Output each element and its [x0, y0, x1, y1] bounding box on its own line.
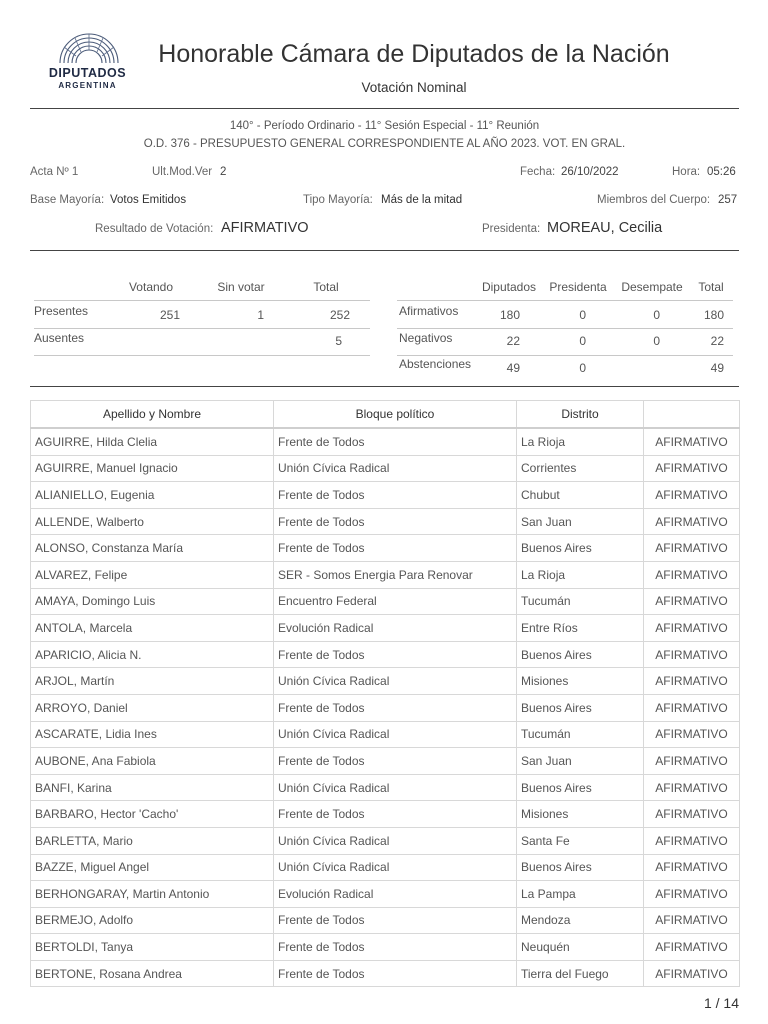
abstenciones-total: 49 — [710, 361, 724, 375]
session-line1: 140° - Período Ordinario - 11° Sesión Especial - 11° Reunión — [229, 120, 540, 132]
table-row — [31, 588, 740, 615]
bloque-politico: Frente de Todos — [274, 801, 517, 828]
bloque-politico: Unión Cívica Radical — [274, 774, 517, 801]
distrito: San Juan — [517, 748, 644, 775]
table-row — [31, 535, 740, 562]
legislator-name: AGUIRRE, Hilda Clelia — [31, 428, 274, 455]
distrito: San Juan — [517, 508, 644, 535]
table-row — [31, 881, 740, 908]
legislator-name: ALONSO, Constanza María — [31, 535, 274, 562]
legislator-name: BERHONGARAY, Martin Antonio — [31, 881, 274, 908]
distrito: La Pampa — [517, 881, 644, 908]
bloque-politico: Frente de Todos — [274, 641, 517, 668]
distrito: Tucumán — [517, 588, 644, 615]
logo-line1: DIPUTADOS — [48, 66, 127, 80]
vote-value: AFIRMATIVO — [644, 561, 740, 588]
vote-value: AFIRMATIVO — [644, 588, 740, 615]
vote-value: AFIRMATIVO — [644, 428, 740, 455]
logo-line2: ARGENTINA — [58, 81, 117, 90]
afirmativos-desempate: 0 — [653, 308, 660, 322]
attendance-header-sin-votar: Sin votar — [217, 280, 265, 294]
base-mayoria-value: Votos Emitidos — [110, 194, 187, 206]
distrito: Buenos Aires — [517, 694, 644, 721]
vote-value: AFIRMATIVO — [644, 668, 740, 695]
afirmativos-label: Afirmativos — [399, 304, 459, 318]
fecha-label: Fecha: — [520, 166, 556, 178]
presentes-total: 252 — [329, 308, 350, 322]
legislator-name: BERTONE, Rosana Andrea — [31, 960, 274, 987]
tipo-mayoria-label: Tipo Mayoría: — [303, 194, 373, 206]
vote-value: AFIRMATIVO — [644, 960, 740, 987]
bloque-politico: Frente de Todos — [274, 482, 517, 509]
page-title: Honorable Cámara de Diputados de la Nación — [158, 40, 670, 68]
table-row — [31, 960, 740, 987]
vote-value: AFIRMATIVO — [644, 694, 740, 721]
legislator-name: APARICIO, Alicia N. — [31, 641, 274, 668]
bloque-politico: Frente de Todos — [274, 428, 517, 455]
vote-value: AFIRMATIVO — [644, 854, 740, 881]
negativos-presidenta: 0 — [579, 334, 586, 348]
attendance-header-total: Total — [313, 280, 339, 294]
distrito: Entre Ríos — [517, 615, 644, 642]
distrito: Tucumán — [517, 721, 644, 748]
table-row — [31, 934, 740, 961]
legislator-name: BAZZE, Miguel Angel — [31, 854, 274, 881]
attendance-header-votando: Votando — [128, 280, 174, 294]
column-header-bloque: Bloque político — [274, 401, 517, 429]
table-row — [31, 907, 740, 934]
ausentes-total: 5 — [335, 334, 342, 348]
bloque-politico: Frente de Todos — [274, 748, 517, 775]
vote-value: AFIRMATIVO — [644, 535, 740, 562]
presidenta-label: Presidenta: — [482, 223, 541, 235]
meta-divider — [30, 250, 739, 251]
bloque-politico: Frente de Todos — [274, 907, 517, 934]
legislator-name: AGUIRRE, Manuel Ignacio — [31, 455, 274, 482]
distrito: Chubut — [517, 482, 644, 509]
bloque-politico: Unión Cívica Radical — [274, 854, 517, 881]
legislator-name: BERTOLDI, Tanya — [31, 934, 274, 961]
miembros-label: Miembros del Cuerpo: — [597, 194, 711, 206]
vote-value: AFIRMATIVO — [644, 774, 740, 801]
distrito: Buenos Aires — [517, 641, 644, 668]
distrito: Buenos Aires — [517, 535, 644, 562]
distrito: Buenos Aires — [517, 854, 644, 881]
legislator-name: BARLETTA, Mario — [31, 827, 274, 854]
distrito: Buenos Aires — [517, 774, 644, 801]
hora-label: Hora: — [672, 166, 701, 178]
abstenciones-diputados: 49 — [506, 361, 520, 375]
table-row — [31, 694, 740, 721]
ult-mod-label: Ult.Mod.Ver — [152, 166, 213, 178]
afirmativos-presidenta: 0 — [579, 308, 586, 322]
vote-value: AFIRMATIVO — [644, 721, 740, 748]
distrito: Misiones — [517, 801, 644, 828]
legislator-name: BERMEJO, Adolfo — [31, 907, 274, 934]
negativos-diputados: 22 — [506, 334, 520, 348]
votes-header-desempate: Desempate — [621, 280, 683, 294]
legislator-name: ARROYO, Daniel — [31, 694, 274, 721]
bloque-politico: Frente de Todos — [274, 934, 517, 961]
resultado-value: AFIRMATIVO — [221, 220, 309, 236]
acta-number: Acta Nº 1 — [30, 166, 79, 178]
distrito: Corrientes — [517, 455, 644, 482]
summary-divider — [30, 386, 739, 387]
votes-header-presidenta: Presidenta — [549, 280, 607, 294]
table-row — [31, 748, 740, 775]
presidenta-value: MOREAU, Cecilia — [547, 220, 663, 236]
vote-value: AFIRMATIVO — [644, 508, 740, 535]
distrito: La Rioja — [517, 561, 644, 588]
distrito: La Rioja — [517, 428, 644, 455]
table-row — [31, 827, 740, 854]
distrito: Neuquén — [517, 934, 644, 961]
vote-value: AFIRMATIVO — [644, 801, 740, 828]
distrito: Mendoza — [517, 907, 644, 934]
vote-value: AFIRMATIVO — [644, 455, 740, 482]
table-row — [31, 721, 740, 748]
table-row — [31, 668, 740, 695]
legislator-name: ALVAREZ, Felipe — [31, 561, 274, 588]
bloque-politico: SER - Somos Energia Para Renovar — [274, 561, 517, 588]
legislator-name: AMAYA, Domingo Luis — [31, 588, 274, 615]
bloque-politico: Evolución Radical — [274, 615, 517, 642]
bloque-politico: Unión Cívica Radical — [274, 721, 517, 748]
ausentes-label: Ausentes — [34, 331, 85, 345]
vote-value: AFIRMATIVO — [644, 615, 740, 642]
bloque-politico: Encuentro Federal — [274, 588, 517, 615]
bloque-politico: Frente de Todos — [274, 960, 517, 987]
vote-value: AFIRMATIVO — [644, 641, 740, 668]
vote-value: AFIRMATIVO — [644, 907, 740, 934]
bloque-politico: Unión Cívica Radical — [274, 455, 517, 482]
distrito: Tierra del Fuego — [517, 960, 644, 987]
hora-value: 05:26 — [707, 166, 736, 178]
bloque-politico: Unión Cívica Radical — [274, 668, 517, 695]
negativos-total: 22 — [710, 334, 724, 348]
fecha-value: 26/10/2022 — [561, 166, 619, 178]
bloque-politico: Frente de Todos — [274, 694, 517, 721]
table-row — [31, 641, 740, 668]
page-subtitle: Votación Nominal — [361, 80, 467, 95]
table-header-row — [31, 401, 740, 429]
legislator-name: BARBARO, Hector 'Cacho' — [31, 801, 274, 828]
legislator-name: ALIANIELLO, Eugenia — [31, 482, 274, 509]
table-row — [31, 854, 740, 881]
bloque-politico: Frente de Todos — [274, 508, 517, 535]
vote-value: AFIRMATIVO — [644, 827, 740, 854]
vote-value: AFIRMATIVO — [644, 881, 740, 908]
nominal-vote-table — [30, 400, 740, 987]
congress-dome-icon — [54, 30, 124, 64]
column-header-vote — [644, 401, 740, 429]
bloque-politico: Evolución Radical — [274, 881, 517, 908]
negativos-label: Negativos — [399, 331, 453, 345]
column-header-distrito: Distrito — [517, 401, 644, 429]
resultado-label: Resultado de Votación: — [95, 223, 214, 235]
session-line2: O.D. 376 - PRESUPUESTO GENERAL CORRESPONDIENTE AL AÑO 2023. VOT. EN GRAL. — [143, 138, 626, 150]
page-number: 1 / 14 — [703, 995, 739, 1011]
negativos-desempate: 0 — [653, 334, 660, 348]
votes-header-diputados: Diputados — [481, 280, 537, 294]
legislator-name: AUBONE, Ana Fabiola — [31, 748, 274, 775]
table-row — [31, 774, 740, 801]
vote-value: AFIRMATIVO — [644, 482, 740, 509]
presentes-label: Presentes — [34, 304, 89, 318]
table-row — [31, 508, 740, 535]
tipo-mayoria-value: Más de la mitad — [381, 194, 463, 206]
bloque-politico: Unión Cívica Radical — [274, 827, 517, 854]
table-row — [31, 428, 740, 455]
distrito: Misiones — [517, 668, 644, 695]
legislator-name: ALLENDE, Walberto — [31, 508, 274, 535]
presentes-sin-votar: 1 — [257, 308, 264, 322]
column-header-name: Apellido y Nombre — [31, 401, 274, 429]
presentes-votando: 251 — [159, 308, 180, 322]
legislator-name: ANTOLA, Marcela — [31, 615, 274, 642]
legislator-name: BANFI, Karina — [31, 774, 274, 801]
header-divider — [30, 108, 739, 109]
afirmativos-diputados: 180 — [499, 308, 520, 322]
table-row — [31, 801, 740, 828]
miembros-value: 257 — [718, 194, 738, 206]
legislator-name: ARJOL, Martín — [31, 668, 274, 695]
abstenciones-label: Abstenciones — [399, 357, 472, 371]
legislator-name: ASCARATE, Lidia Ines — [31, 721, 274, 748]
diputados-logo — [40, 30, 140, 92]
table-row — [31, 615, 740, 642]
votes-header-total: Total — [698, 280, 724, 294]
base-mayoria-label: Base Mayoría: — [30, 194, 105, 206]
table-row — [31, 482, 740, 509]
table-row — [31, 561, 740, 588]
abstenciones-presidenta: 0 — [579, 361, 586, 375]
distrito: Santa Fe — [517, 827, 644, 854]
vote-value: AFIRMATIVO — [644, 748, 740, 775]
bloque-politico: Frente de Todos — [274, 535, 517, 562]
ult-mod-value: 2 — [220, 166, 227, 178]
vote-value: AFIRMATIVO — [644, 934, 740, 961]
table-row — [31, 455, 740, 482]
afirmativos-total: 180 — [703, 308, 724, 322]
